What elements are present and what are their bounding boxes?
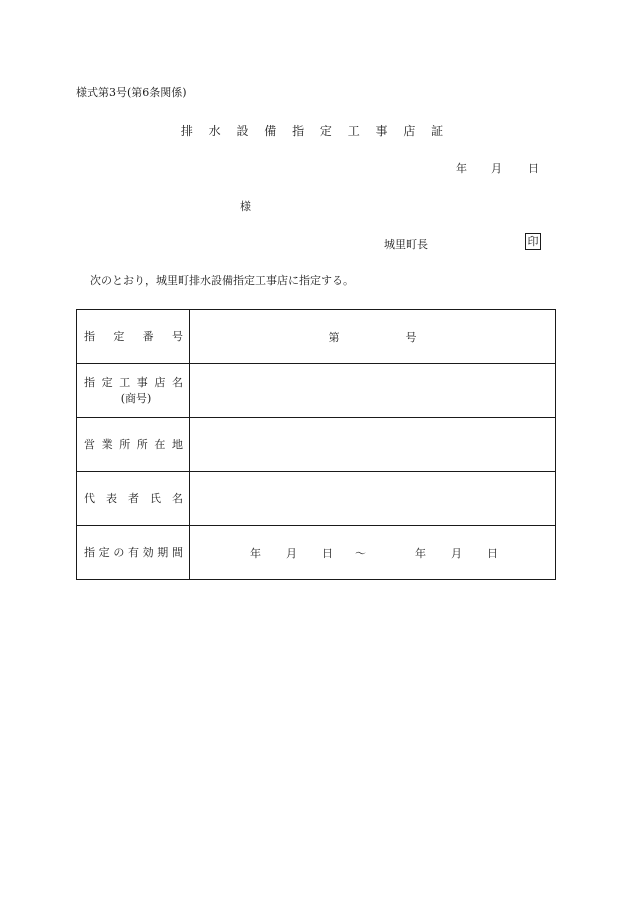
label-char: の bbox=[113, 545, 125, 559]
label-char: 指 bbox=[84, 375, 95, 389]
number-suffix: 号 bbox=[405, 330, 417, 344]
label-char: 表 bbox=[106, 491, 117, 505]
label-char: 指 bbox=[84, 329, 95, 343]
table-row bbox=[77, 310, 556, 364]
label-designation-number bbox=[77, 310, 190, 364]
value-designation-number[interactable] bbox=[190, 310, 556, 364]
value-representative-name[interactable] bbox=[190, 472, 556, 526]
to-day-label: 日 bbox=[487, 546, 498, 560]
table-row bbox=[77, 364, 556, 418]
issue-month-label: 月 bbox=[491, 162, 502, 175]
label-char: 効 bbox=[142, 545, 154, 559]
label-char: 名 bbox=[171, 375, 183, 389]
number-prefix: 第 bbox=[328, 330, 340, 344]
label-char: 店 bbox=[154, 375, 166, 389]
value-contractor-name[interactable] bbox=[190, 364, 556, 418]
designation-statement: 次のとおり，城里町排水設備指定工事店に指定する。 bbox=[90, 274, 354, 287]
period-tilde: ～ bbox=[355, 546, 366, 560]
label-char: 号 bbox=[171, 329, 183, 343]
seal-mark: 印 bbox=[525, 233, 541, 250]
value-office-address[interactable] bbox=[190, 418, 556, 472]
label-char: 名 bbox=[172, 491, 183, 505]
table-row bbox=[77, 472, 556, 526]
label-char: 番 bbox=[142, 329, 154, 343]
label-char: 業 bbox=[101, 437, 113, 451]
label-char: 者 bbox=[128, 491, 139, 505]
label-char: 間 bbox=[171, 545, 183, 559]
label-char: 定 bbox=[98, 545, 110, 559]
label-office-address bbox=[77, 418, 190, 472]
table-row bbox=[77, 526, 556, 580]
addressee-suffix: 様 bbox=[240, 200, 251, 213]
label-char: 定 bbox=[101, 375, 113, 389]
from-day-label: 日 bbox=[322, 546, 333, 560]
label-char: 指 bbox=[84, 545, 95, 559]
issue-year-label: 年 bbox=[456, 162, 467, 175]
to-year-label: 年 bbox=[415, 546, 426, 560]
label-char: 地 bbox=[171, 437, 183, 451]
issue-day-label: 日 bbox=[528, 162, 539, 175]
label-char: 在 bbox=[154, 437, 166, 451]
label-char: 有 bbox=[127, 545, 139, 559]
table-row bbox=[77, 418, 556, 472]
label-char: 工 bbox=[119, 375, 131, 389]
label-char: 代 bbox=[84, 491, 95, 505]
to-month-label: 月 bbox=[451, 546, 462, 560]
form-number: 様式第3号(第6条関係) bbox=[76, 86, 187, 99]
label-char: 営 bbox=[84, 437, 95, 451]
from-month-label: 月 bbox=[286, 546, 297, 560]
label-validity-period bbox=[77, 526, 190, 580]
label-char: 期 bbox=[157, 545, 169, 559]
certificate-title: 排 水 設 備 指 定 工 事 店 証 bbox=[180, 124, 450, 138]
certificate-table bbox=[76, 309, 556, 580]
from-year-label: 年 bbox=[250, 546, 261, 560]
label-representative-name bbox=[77, 472, 190, 526]
issue-date-line bbox=[456, 160, 539, 176]
label-char: 氏 bbox=[150, 491, 161, 505]
label-char: 所 bbox=[136, 437, 148, 451]
value-validity-period[interactable] bbox=[190, 526, 556, 580]
label-contractor-name bbox=[77, 364, 190, 418]
label-char: 事 bbox=[136, 375, 148, 389]
label-char: 定 bbox=[113, 329, 125, 343]
label-char: 所 bbox=[119, 437, 131, 451]
issuer-name: 城里町長 bbox=[384, 238, 428, 251]
label-trade-name-sub: (商号) bbox=[120, 391, 152, 405]
